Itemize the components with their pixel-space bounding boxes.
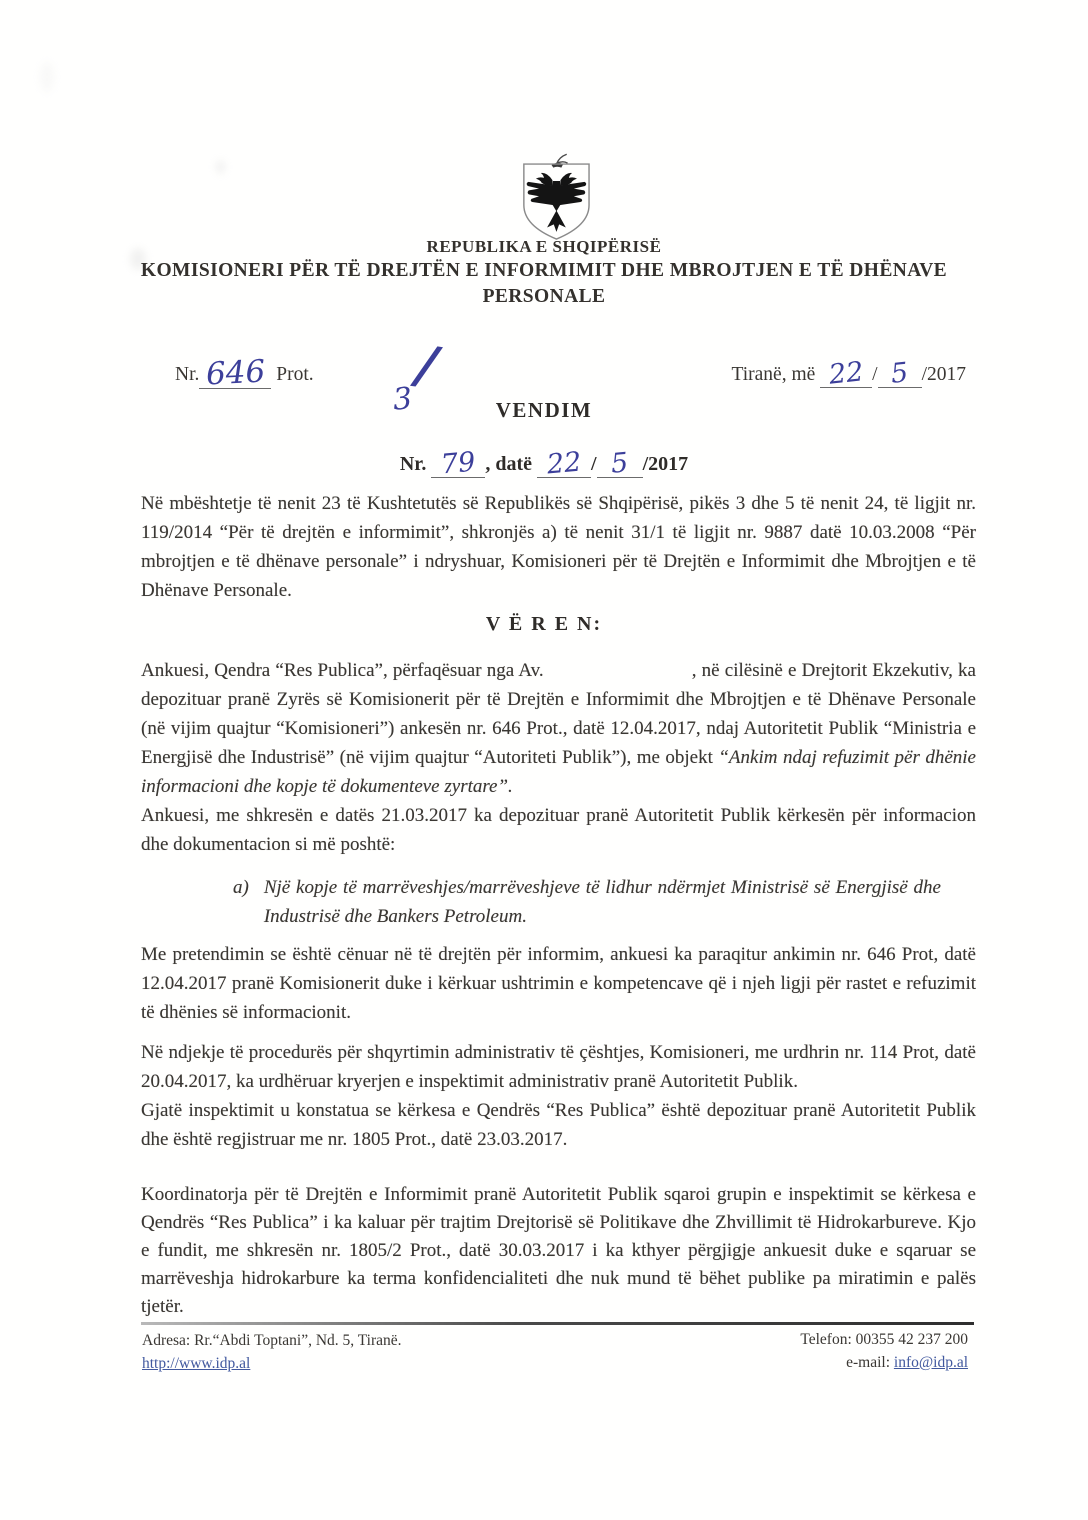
decision-day-blank xyxy=(537,446,591,481)
footer-divider xyxy=(141,1322,974,1325)
complainant-text-before-gap: Ankuesi, Qendra “Res Publica”, përfaqësuar nga Av. xyxy=(141,660,544,681)
decision-month-blank xyxy=(597,446,643,478)
inspection-order-text: Në ndjekje të procedurës për shqyrtimin administrativ të çështjes, Komisioneri, me urdhrin nr. 114 Prot, datë 20.04.2017, ka urdhëruar kryerjen e inspektimit administrativ pranë Autoritetit Publik. xyxy=(141,1042,976,1092)
footer-address-block xyxy=(142,1329,402,1375)
decision-title: VENDIM xyxy=(495,398,593,422)
decision-date-label: , datë xyxy=(485,453,533,475)
decision-month-handwritten: 5 xyxy=(609,447,630,480)
date-separator: / xyxy=(872,364,878,385)
date-year: /2017 xyxy=(921,364,966,385)
paragraph-request-intro: Ankuesi, me shkresën e datës 21.03.2017 ka depozituar pranë Autoritetit Publik kërkesën për informacion dhe dokumentacion si më poshtë: xyxy=(141,805,976,855)
paragraph-complainant xyxy=(141,656,976,859)
protocol-subnumber-handwritten: 3 xyxy=(391,381,414,418)
decision-year: /2017 xyxy=(642,453,689,475)
date-day-blank xyxy=(820,356,872,391)
paragraph-coordinator: Koordinatorja për të Drejtën e Informimit pranë Autoritetit Publik sqaroi grupin e inspektimit se kërkesa e Qendrës “Res Publica” i ka kaluar për trajtim Drejtorisë së Politikave dhe Zhvillimit të Hidrokarbureve. Kjo e fundit, me shkresën nr. 1805/2 Prot., datë 30.03.2017 i ka kthyer përgjigje ankuesit duke e sqaruar se marrëveshja hidrokarbure ka terma konfidencialiteti dhe nuk mund të bëhet publike pa miratimin e palës tjetër. xyxy=(141,1184,976,1317)
request-item-a-label: a) xyxy=(233,877,249,898)
paragraph-claim: Me pretendimin se është cënuar në të drejtën për informim, ankuesi ka paraqitur ankimin nr. 646 Prot, datë 12.04.2017 pranë Komisionerit duke i kërkuar ushtrimin e kompetencave që i njeh ligji për rastet e refuzimit të dhënies së informacionit. xyxy=(141,944,976,1023)
inspection-finding-text: Gjatë inspektimit u konstatua se kërkesa e Qendrës “Res Publica” është depozituar pranë Autoritetit Publik dhe është regjistruar me nr. 1805 Prot., datë 23.03.2017. xyxy=(141,1100,976,1150)
commissioner-title: KOMISIONERI PËR TË DREJTËN E INFORMIMIT DHE MBROJTJEN E TË DHËNAVE PERSONALE xyxy=(140,260,948,307)
place-date-label: Tiranë, më xyxy=(731,364,816,385)
decision-nr-label: Nr. xyxy=(399,453,427,475)
decision-number-line xyxy=(0,446,1088,481)
footer-email-link[interactable]: info@idp.al xyxy=(893,1354,968,1371)
protocol-nr-label: Nr. xyxy=(175,364,200,385)
republic-title: REPUBLIKA E SHQIPËRISË xyxy=(426,237,662,256)
complainant-text-after-gap: , në cilësinë e Drejtorit Ekzekutiv, ka depozituar pranë Zyrës së Komisionerit për të Drejtën e Informimit dhe Mbrojtjen e të Dhënave Personale (në vijim quajtur “Komisioneri”) ankesën nr. 646 Prot., datë 12.04.2017, ndaj Autoritetit Publik “Ministria e Energjisë dhe Industrisë” (në vijim quajtur “Autoriteti Publik”), me objekt xyxy=(141,660,976,768)
date-month-blank xyxy=(878,356,922,388)
veren-heading: V Ë R E N: xyxy=(485,613,603,635)
footer-address: Adresa: Rr.“Abdi Toptani”, Nd. 5, Tiranë. xyxy=(142,1332,402,1349)
scan-smudge xyxy=(40,62,54,92)
decision-number-blank xyxy=(431,446,485,481)
paragraph-inspection xyxy=(141,1038,976,1154)
albanian-eagle-emblem-icon xyxy=(506,150,606,251)
decision-number-handwritten: 79 xyxy=(439,446,477,481)
scan-smudge xyxy=(216,160,225,174)
protocol-prot-label: Prot. xyxy=(276,364,314,385)
date-month-handwritten: 5 xyxy=(889,357,910,390)
protocol-number-line xyxy=(175,333,441,418)
appeal-object-italic: “Ankim ndaj refuzimit për dhënie informacioni dhe kopje të dokumenteve zyrtare”. xyxy=(141,747,976,797)
footer-email-label: e-mail: xyxy=(846,1354,891,1371)
decision-day-handwritten: 22 xyxy=(545,446,583,481)
paragraph-legal-basis: Në mbështetje të nenit 23 të Kushtetutës së Republikës së Shqipërisë, pikës 3 dhe 5 të nenit 24, të ligjit nr. 119/2014 “Për të drejtën e informimit”, shkronjës a) të nenit 31/1 të ligjit nr. 9887 datë 10.03.2008 “Për mbrojtjen e të dhënave personale” i ndryshuar, Komisioneri për të Drejtën e Informimit dhe Mbrojtjen e të Dhënave Personale. xyxy=(141,493,976,601)
request-item-a-text: Një kopje të marrëveshjes/marrëveshjeve të lidhur ndërmjet Ministrisë së Energjisë dhe Industrisë dhe Bankers Petroleum. xyxy=(263,877,941,927)
protocol-number-handwritten: 646 xyxy=(204,353,266,393)
protocol-slash-handwritten: / xyxy=(412,333,441,398)
decision-date-separator: / xyxy=(591,453,597,475)
place-date-line xyxy=(731,356,967,391)
footer-phone: Telefon: 00355 42 237 200 xyxy=(800,1331,968,1348)
footer-website-link[interactable]: http://www.idp.al xyxy=(142,1355,251,1372)
request-item-a xyxy=(233,873,941,931)
footer-contact-block xyxy=(800,1328,968,1374)
date-day-handwritten: 22 xyxy=(827,356,865,391)
protocol-number-blank xyxy=(199,352,271,393)
